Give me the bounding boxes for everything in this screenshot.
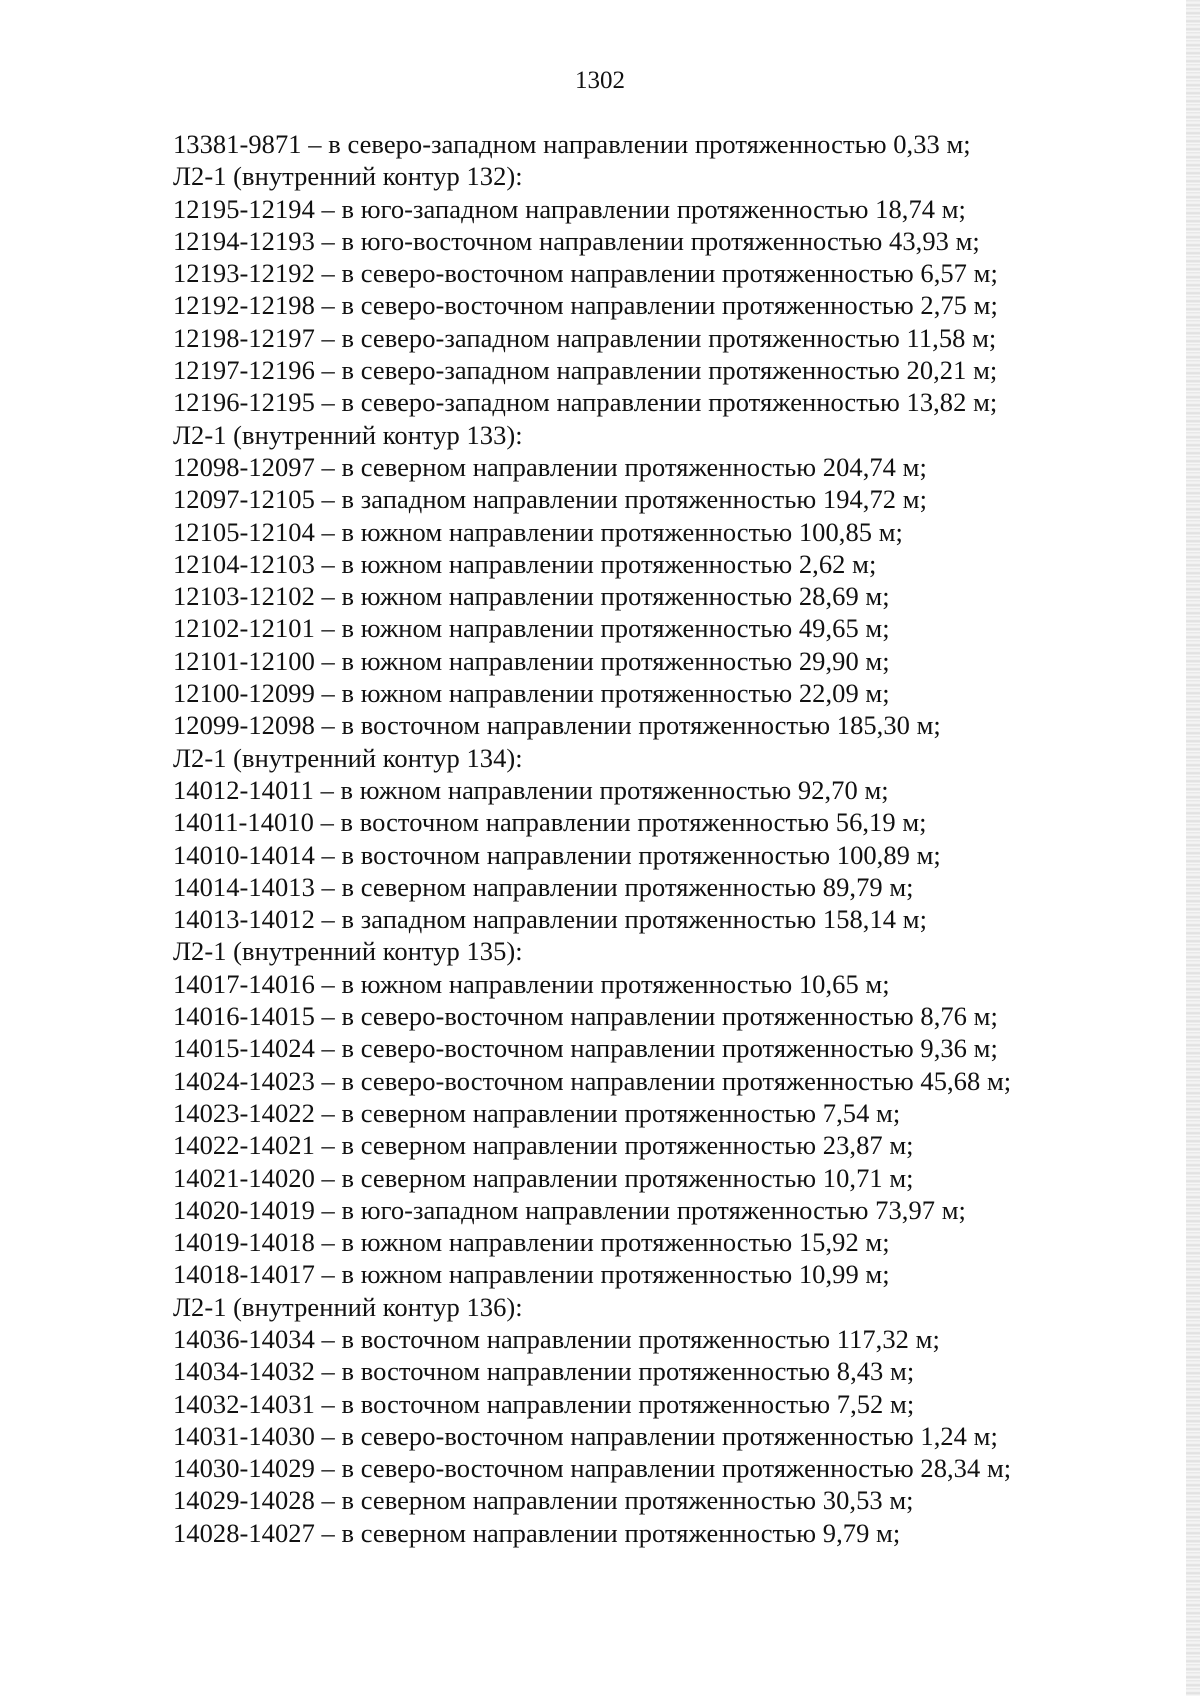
text-line: 12100-12099 – в южном направлении протяженностью 22,09 м;	[173, 678, 890, 709]
text-line: 12198-12197 – в северо-западном направлении протяженностью 11,58 м;	[173, 322, 997, 353]
text-line: 14019-14018 – в южном направлении протяженностью 15,92 м;	[173, 1227, 890, 1258]
text-line: Л2-1 (внутренний контур 134):	[173, 742, 523, 773]
text-line: 14032-14031 – в восточном направлении протяженностью 7,52 м;	[173, 1388, 915, 1419]
text-line: 14010-14014 – в восточном направлении протяженностью 100,89 м;	[173, 839, 941, 870]
page-number: 1302	[575, 67, 625, 94]
text-line: 12101-12100 – в южном направлении протяженностью 29,90 м;	[173, 645, 890, 676]
text-line: 14012-14011 – в южном направлении протяженностью 92,70 м;	[173, 774, 889, 805]
text-line: 14020-14019 – в юго-западном направлении протяженностью 73,97 м;	[173, 1194, 966, 1225]
scan-edge-artifact	[1186, 0, 1200, 1696]
text-line: 14022-14021 – в северном направлении протяженностью 23,87 м;	[173, 1130, 914, 1161]
text-line: 12197-12196 – в северо-западном направлении протяженностью 20,21 м;	[173, 355, 998, 386]
text-line: 12098-12097 – в северном направлении протяженностью 204,74 м;	[173, 451, 927, 482]
text-line: 12104-12103 – в южном направлении протяженностью 2,62 м;	[173, 548, 877, 579]
text-line: 12192-12198 – в северо-восточном направлении протяженностью 2,75 м;	[173, 290, 998, 321]
text-line: 12194-12193 – в юго-восточном направлении протяженностью 43,93 м;	[173, 225, 980, 256]
text-line: 14018-14017 – в южном направлении протяженностью 10,99 м;	[173, 1259, 890, 1290]
text-line: 14030-14029 – в северо-восточном направлении протяженностью 28,34 м;	[173, 1453, 1012, 1484]
text-line: 14021-14020 – в северном направлении протяженностью 10,71 м;	[173, 1162, 914, 1193]
text-line: Л2-1 (внутренний контур 136):	[173, 1291, 523, 1322]
text-line: Л2-1 (внутренний контур 132):	[173, 161, 523, 192]
text-line: 14029-14028 – в северном направлении протяженностью 30,53 м;	[173, 1485, 914, 1516]
text-line: 14011-14010 – в восточном направлении протяженностью 56,19 м;	[173, 807, 927, 838]
text-line: 12097-12105 – в западном направлении протяженностью 194,72 м;	[173, 484, 927, 515]
text-line: 14031-14030 – в северо-восточном направлении протяженностью 1,24 м;	[173, 1420, 998, 1451]
text-line: 14034-14032 – в восточном направлении протяженностью 8,43 м;	[173, 1356, 915, 1387]
text-line: 12193-12192 – в северо-восточном направлении протяженностью 6,57 м;	[173, 258, 998, 289]
text-line: 14036-14034 – в восточном направлении протяженностью 117,32 м;	[173, 1323, 940, 1354]
text-line: 12195-12194 – в юго-западном направлении протяженностью 18,74 м;	[173, 193, 966, 224]
text-line: Л2-1 (внутренний контур 135):	[173, 936, 523, 967]
text-line: 14016-14015 – в северо-восточном направлении протяженностью 8,76 м;	[173, 1001, 998, 1032]
text-line: 12105-12104 – в южном направлении протяженностью 100,85 м;	[173, 516, 903, 547]
text-line: 14028-14027 – в северном направлении протяженностью 9,79 м;	[173, 1517, 901, 1548]
text-line: 14013-14012 – в западном направлении протяженностью 158,14 м;	[173, 904, 927, 935]
text-line: Л2-1 (внутренний контур 133):	[173, 419, 523, 450]
text-line: 14023-14022 – в северном направлении протяженностью 7,54 м;	[173, 1097, 901, 1128]
document-body	[173, 128, 1163, 1549]
text-line: 14014-14013 – в северном направлении протяженностью 89,79 м;	[173, 871, 914, 902]
text-line: 14024-14023 – в северо-восточном направлении протяженностью 45,68 м;	[173, 1065, 1012, 1096]
text-line: 12099-12098 – в восточном направлении протяженностью 185,30 м;	[173, 710, 941, 741]
text-line: 14017-14016 – в южном направлении протяженностью 10,65 м;	[173, 968, 890, 999]
text-line: 12103-12102 – в южном направлении протяженностью 28,69 м;	[173, 581, 890, 612]
text-line: 13381-9871 – в северо-западном направлении протяженностью 0,33 м;	[173, 129, 971, 159]
text-line: 12102-12101 – в южном направлении протяженностью 49,65 м;	[173, 613, 890, 644]
text-line: 14015-14024 – в северо-восточном направлении протяженностью 9,36 м;	[173, 1033, 998, 1064]
text-line: 12196-12195 – в северо-западном направлении протяженностью 13,82 м;	[173, 387, 998, 418]
